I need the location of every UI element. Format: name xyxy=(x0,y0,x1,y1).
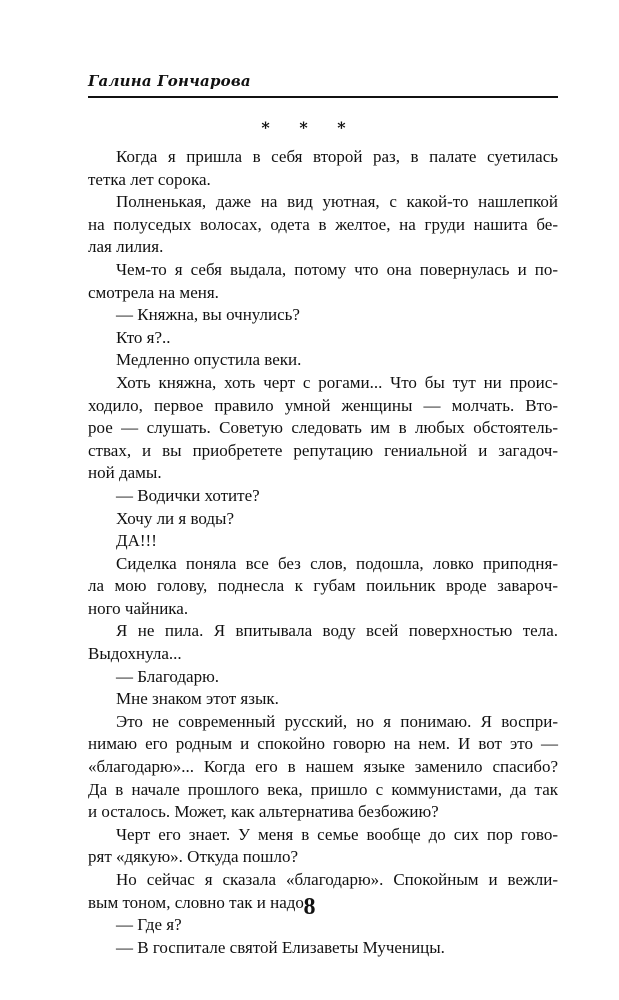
page-number: 8 xyxy=(303,894,316,920)
text-line: Выдохнула... xyxy=(88,644,182,664)
text-line: Это не современный русский, но я понимаю. Я воспри- xyxy=(116,711,558,731)
running-header xyxy=(88,70,558,98)
text-line: Но сейчас я сказала «благодарю». Спокойным и вежли- xyxy=(116,870,558,889)
text-line: ного чайника. xyxy=(88,598,189,618)
text-line: ствах, и вы приобретете репутацию гениальной и загадоч- xyxy=(88,440,558,460)
text-line: на полуседых волосах, одета в желтое, на груди нашита бе- xyxy=(88,214,558,234)
text-line: Медленно опустила веки. xyxy=(116,350,302,370)
text-line: — Где я? xyxy=(116,915,182,935)
author-name: Галина Гончарова xyxy=(88,72,251,90)
section-separator: * * * xyxy=(261,118,358,137)
text-line: — Благодарю. xyxy=(116,666,220,686)
text-line: и осталось. Может, как альтернатива безбожию? xyxy=(88,802,439,822)
text-line: смотрела на меня. xyxy=(88,282,219,302)
text-line: Мне знаком этот язык. xyxy=(116,689,279,709)
text-line: Черт его знает. У меня в семье вообще до сих пор гово- xyxy=(116,824,558,844)
text-line: ДА!!! xyxy=(116,531,157,551)
text-line: Полненькая, даже на вид уютная, с какой-то нашлепкой xyxy=(116,192,558,212)
text-line: Я не пила. Я впитывала воду всей поверхностью тела. xyxy=(116,621,558,641)
text-line: — Водички хотите? xyxy=(116,485,260,505)
text-line: нимаю его родным и спокойно говорю на нем. И вот это — xyxy=(88,734,558,754)
text-line: Чем-то я себя выдала, потому что она повернулась и по- xyxy=(116,259,558,279)
text-line: ной дамы. xyxy=(88,463,162,483)
text-line: — Княжна, вы очнулись? xyxy=(116,305,300,325)
text-line: тетка лет сорока. xyxy=(88,169,211,189)
text-line: рое — слушать. Советую следовать им в любых обстоятель- xyxy=(88,418,558,438)
text-line: «благодарю»... Когда его в нашем языке заменило спасибо? xyxy=(88,757,558,777)
body-text xyxy=(88,146,558,959)
text-line: Хочу ли я воды? xyxy=(116,508,235,528)
text-line: ла мою голову, поднесла к губам поильник вроде заварoч- xyxy=(88,576,558,596)
text-line: вым тоном, словно так и надо. xyxy=(88,892,309,912)
text-line: Кто я?.. xyxy=(116,327,171,347)
text-line: Да в начале прошлого века, пришло с коммунистами, да так xyxy=(88,779,558,799)
text-line: Хоть княжна, хоть черт с рогами... Что бы тут ни проис- xyxy=(116,372,558,392)
text-line: рят «дякую». Откуда пошло? xyxy=(88,847,299,867)
text-line: Сиделка поняла все без слов, подошла, ловко приподня- xyxy=(116,553,558,573)
text-line: — В госпитале святой Елизаветы Мученицы. xyxy=(116,937,445,957)
text-line: ходило, первое правило умной женщины — молчать. Вто- xyxy=(88,395,558,415)
text-line: лая лилия. xyxy=(88,237,164,257)
text-line: Когда я пришла в себя второй раз, в палате суетилась xyxy=(116,147,558,166)
